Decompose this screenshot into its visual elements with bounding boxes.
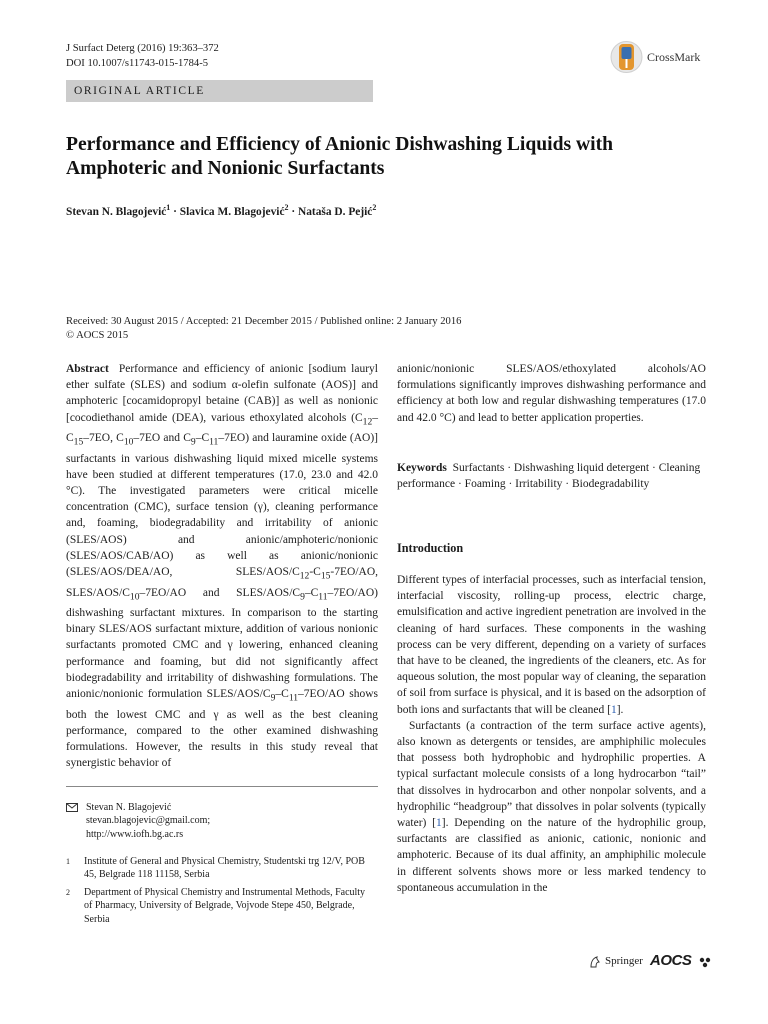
abstract-continuation-text: anionic/nonionic SLES/AOS/ethoxylated alcohols/AO formulations significantly improves dishwashing performance and efficiency at both low and regular dishwashing temperatures (17.0 and 42.0 °C) and lead to better application properties.: [397, 363, 706, 424]
footnote-divider: [66, 786, 378, 787]
springer-horse-icon: [588, 955, 602, 969]
contact-email[interactable]: stevan.blagojevic@gmail.com;: [86, 815, 211, 827]
keywords-text: Surfactants · Dishwashing liquid detergent · Cleaning performance · Foaming · Irritability · Biodegradability: [397, 462, 701, 491]
publication-dates: [66, 315, 461, 343]
abstract-label: Abstract: [66, 363, 109, 375]
author-separator: ·: [288, 205, 299, 218]
crossmark-label: CrossMark: [647, 50, 701, 64]
author-name[interactable]: Nataša D. Pejić$^2$: [298, 203, 377, 218]
affiliation-1-number: 1: [66, 857, 70, 866]
dates-line: Received: 30 August 2015 / Accepted: 21 December 2015 / Published online: 2 January 2016: [66, 316, 462, 327]
author-name[interactable]: Slavica M. Blagojević$^2$: [179, 203, 289, 218]
aocs-mark-icon: [698, 956, 712, 968]
intro-paragraph-1: Different types of interfacial processes, such as interfacial tension, interfacial viscosity, rolling-up process, electric charge, emulsification and active ingredient penetration are involved in the cleaning of hard surfaces. These components in the washing process can be very different, depending on a variety of surfaces that have to be cleaned, the ingredients of the cleaners, etc. As for aqueous solution, the most popular way of cleaning, the separation of soil from surface is physical, and it is based on the adsorption of both ions and surfactants that will be cleaned [1].: [397, 574, 706, 716]
affiliation-2-number: 2: [66, 888, 70, 897]
affiliation-2: [66, 886, 378, 928]
keywords-block: [397, 460, 706, 492]
affiliation-2-text: Department of Physical Chemistry and Instrumental Methods, Faculty of Pharmacy, University of Belgrade, Vojvode Stepe 450, Belgrade, Serbia: [84, 887, 366, 925]
affiliation-1: [66, 855, 378, 883]
corresponding-author-note: [66, 801, 378, 843]
author-affiliation-marker: 2: [372, 203, 377, 212]
author-separator: ·: [170, 205, 180, 218]
envelope-icon: [66, 803, 78, 812]
journal-line: J Surfact Deterg (2016) 19:363–372: [66, 43, 219, 54]
springer-label: Springer: [605, 955, 643, 967]
doi-line: DOI 10.1007/s11743-015-1784-5: [66, 58, 209, 69]
author-list: [66, 203, 376, 218]
copyright-line: © AOCS 2015: [66, 330, 129, 341]
contact-name: Stevan N. Blagojević: [86, 802, 172, 813]
introduction-heading: Introduction: [397, 541, 464, 555]
author-affiliation-marker: 2: [284, 203, 289, 212]
aocs-logo: AOCS: [650, 952, 692, 969]
crossmark-badge[interactable]: [610, 38, 720, 78]
introduction-body: [397, 572, 706, 896]
publisher-logos: [588, 952, 718, 972]
crossmark-icon: [610, 38, 643, 76]
abstract-text: Performance and efficiency of anionic [sodium lauryl ether sulfate (SLES) and sodium α-olefin sulfonate (AOS)] and amphoteric [cocamidopropyl betaine (CAB)] as well as nonionic [cocodiethanol amide (DEA), various ethoxylated alcohols ($C_{12}-C_{15}-7EO$, $C_{10}-7EO$ and $C_9-C_{11}-7EO$) and lauramine oxide (AO)] surfactants in various dishwashing liquid mixed micelle systems have been studied at different temperatures (17.0, 23.0 and 42.0 °C). The investigated parameters were critical micelle concentration (CMC), surface tension (γ), cleaning performance and, foaming, biodegradability and irritability of anionic (SLES/AOS) and anionic/amphoteric/nonionic (SLES/AOS/CAB/AO) as well as anionic/nonionic (SLES/AOS/DEA/AO, SLES/$AOS/C_{12}-C_{15}-7EO/AO$, SLES/$AOS/C_{10}-7EO/AO$ and SLES/$AOS/C_9-C_{11}-7EO/AO$) dishwashing surfactant mixtures. In comparison to the starting binary SLES/AOS surfactant mixture, addition of various nonionic surfactants promoted CMC and γ lowering, enhanced cleaning performance and foaming, but did not significantly affect biodegradability and irritability of dishwashing formulations. The anionic/nonionic formulation SLES/$AOS/C_9-C_{11}-7EO/AO$ shows both the lowest CMC and γ as well as the best cleaning performance, compared to the other examined dishwashing formulations. However, the results in this study reveal that synergistic behavior of: [66, 363, 379, 770]
author-affiliation-marker: 1: [166, 203, 171, 212]
author-name[interactable]: Stevan N. Blagojević$^1$: [66, 203, 171, 218]
article-type-banner: ORIGINAL ARTICLE: [66, 80, 373, 102]
journal-citation: [66, 41, 219, 71]
abstract-continuation: [397, 361, 706, 426]
abstract-block: [66, 361, 378, 771]
contact-url[interactable]: http://www.iofh.bg.ac.rs: [86, 828, 184, 840]
intro-paragraph-2: Surfactants (a contraction of the term surface active agents), also known as detergents or tensides, are amphiphilic molecules that possess both hydrophobic and hydrophilic properties. A typical surfactant molecule consists of a long hydrocarbon “tail” that dissolves in hydrocarbon and other nonpolar solvents, and a hydrophilic “headgroup” that dissolves in polar solvents (typically water) [1]. Depending on the nature of the hydrophilic group, surfactants are classified as anionic, cationic, nonionic and amphoteric. Because of its dual affinity, an amphiphilic molecule in different solvents shows more or less marked tendency to spontaneous accumulation in the: [397, 719, 706, 894]
article-title: Performance and Efficiency of Anionic Dishwashing Liquids with Amphoteric and Nonionic Surfactants: [66, 134, 614, 179]
affiliation-1-text: Institute of General and Physical Chemistry, Studentski trg 12/V, POB 45, Belgrade 118 11158, Serbia: [84, 856, 365, 881]
keywords-label: Keywords: [397, 462, 447, 474]
